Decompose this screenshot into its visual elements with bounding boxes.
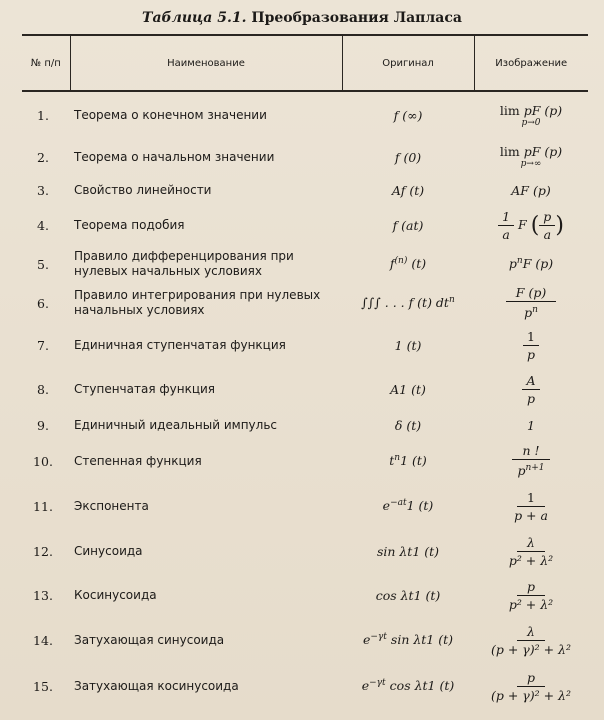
- table-header-row: [22, 35, 588, 91]
- row-num: 12.: [33, 543, 53, 559]
- row-original: f (∞): [393, 108, 423, 123]
- row-num: 9.: [37, 417, 49, 433]
- header-name: Наименование: [70, 35, 342, 91]
- table-row: [22, 663, 588, 709]
- table-title: Преобразования Лапласа: [251, 10, 462, 26]
- row-num: 6.: [37, 295, 49, 311]
- row-num: 8.: [37, 381, 49, 397]
- row-num: 2.: [37, 149, 49, 165]
- row-image: [474, 367, 588, 411]
- row-original: $t^n1$ (t): [389, 453, 427, 469]
- row-num: 4.: [37, 217, 49, 233]
- row-num: 10.: [33, 453, 53, 469]
- table-row: [22, 91, 588, 139]
- row-original: A1 (t): [390, 381, 426, 397]
- row-original: f (at): [392, 217, 424, 233]
- row-image: [474, 323, 588, 367]
- row-name: Теорема подобия: [74, 217, 185, 232]
- fraction: $\frac{F (p)}{p^n}$: [506, 285, 556, 320]
- row-name: Экспонента: [74, 498, 149, 513]
- row-image: [474, 529, 588, 573]
- row-image: $p^nF$ (p): [508, 256, 554, 272]
- fraction: $\frac{p}{\text{p² + λ²}}$: [508, 578, 554, 612]
- row-image: AF (p): [511, 182, 551, 198]
- row-name: Правило интегрирования при нулевых начальных условиях: [74, 288, 321, 317]
- table-row: [22, 175, 588, 205]
- table-row: [22, 411, 588, 439]
- fraction: $\frac{1}{p + a}$: [514, 489, 548, 523]
- row-name: Затухающая синусоида: [74, 632, 225, 647]
- row-original: $e^{-\gamma t}$ cos λt1 (t): [361, 678, 455, 694]
- row-image: [474, 283, 588, 323]
- laplace-table: [22, 34, 588, 709]
- row-num: 15.: [33, 678, 53, 694]
- fraction: $\frac{p}{a}$: [539, 209, 555, 242]
- row-original: cos λt1 (t): [375, 587, 441, 603]
- limit-expression: lim pF (p) p→0: [499, 102, 563, 128]
- row-original: f (0): [394, 149, 422, 165]
- table-row: [22, 139, 588, 175]
- row-num: 14.: [33, 632, 53, 648]
- header-num: № п/п: [22, 35, 70, 91]
- table-label: Таблица 5.1.: [142, 10, 247, 26]
- row-original: ∫∫∫ . . . f (t) $dt^n$: [361, 295, 455, 311]
- fraction: $\frac{p}{\text{(p + γ)² + λ²}}$: [490, 669, 571, 703]
- row-original: 1 (t): [394, 337, 422, 353]
- table-row: [22, 483, 588, 529]
- row-num: 7.: [37, 337, 49, 353]
- fraction: $\frac{n !}{p^{n+1}}$: [507, 443, 554, 478]
- row-name: Степенная функция: [74, 453, 202, 468]
- row-num: 11.: [33, 498, 53, 514]
- row-original: $f^{(n)}$ (t): [389, 256, 427, 272]
- table-row: [22, 245, 588, 283]
- row-name: Свойство линейности: [74, 182, 212, 197]
- fraction: $\frac{A}{p}$: [522, 373, 539, 406]
- row-original: δ (t): [394, 417, 422, 433]
- header-image: Изображение: [474, 35, 588, 91]
- row-image: [474, 573, 588, 617]
- fraction: $\frac{\lambda}{\text{p² + λ²}}$: [508, 534, 554, 568]
- table-row: [22, 617, 588, 663]
- row-num: 3.: [37, 182, 49, 198]
- row-name: Косинусоида: [74, 587, 157, 602]
- table-row: [22, 367, 588, 411]
- header-original: Оригинал: [342, 35, 474, 91]
- row-image: 1: [527, 417, 535, 433]
- fraction: $\frac{\lambda}{\text{(p + γ)² + λ²}}$: [490, 623, 571, 657]
- row-name: Правило дифференцирования при нулевых начальных условиях: [74, 249, 294, 278]
- row-image: [474, 439, 588, 483]
- limit-expression: lim pF (p) p→∞: [499, 144, 563, 169]
- row-image: $\frac{1}{a}$ F ( $\frac{p}{a}$ ): [474, 205, 588, 245]
- row-name: Теорема о начальном значении: [74, 149, 275, 164]
- row-image: [474, 483, 588, 529]
- table-row: [22, 439, 588, 483]
- row-original: Af (t): [391, 182, 425, 198]
- row-original: $e^{-\gamma t}$ sin λt1 (t): [362, 632, 454, 648]
- row-name: Единичная ступенчатая функция: [74, 337, 286, 352]
- fraction: $\frac{1}{p}$: [523, 329, 539, 362]
- row-name: Единичный идеальный импульс: [74, 417, 277, 432]
- row-image: [474, 617, 588, 663]
- row-num: 13.: [33, 587, 53, 603]
- row-name: Теорема о конечном значении: [74, 108, 267, 122]
- fraction: $\frac{1}{a}$: [498, 209, 514, 242]
- row-name: Затухающая косинусоида: [74, 678, 239, 693]
- table-row: [22, 323, 588, 367]
- table-row: [22, 529, 588, 573]
- row-num: 1.: [37, 108, 49, 123]
- table-row: [22, 283, 588, 323]
- table-caption: [0, 10, 604, 26]
- row-image: [474, 91, 588, 139]
- table-row: [22, 573, 588, 617]
- row-name: Ступенчатая функция: [74, 381, 216, 396]
- row-original: $e^{-at}1$ (t): [382, 498, 434, 514]
- row-original: sin λt1 (t): [376, 543, 440, 559]
- row-image: [474, 139, 588, 175]
- table-row: [22, 205, 588, 245]
- row-image: [474, 663, 588, 709]
- row-num: 5.: [37, 256, 49, 272]
- row-name: Синусоида: [74, 543, 143, 558]
